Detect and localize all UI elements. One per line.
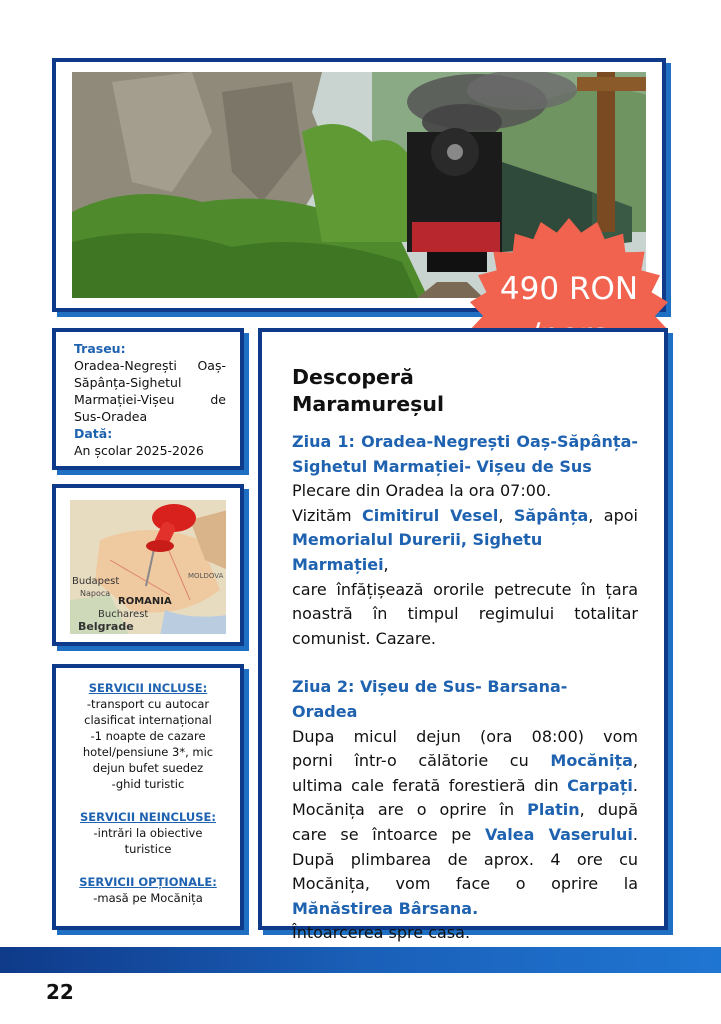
excluded-services-title: SERVICII NEINCLUSE: xyxy=(80,810,216,824)
optional-services-title: SERVICII OPȚIONALE: xyxy=(79,875,217,889)
day2-text-line: porni într-o călătorie cu Mocănița, xyxy=(292,751,638,771)
day2-return: Întoarcerea spre casa. xyxy=(292,923,471,943)
day1-text-line: noastră în timpul regimului totalitar xyxy=(292,604,638,624)
page-number: 22 xyxy=(46,980,74,1004)
price-amount: 490 RON xyxy=(499,271,639,307)
map-label-belgrade: Belgrade xyxy=(78,620,134,633)
day1-heading: Sighetul Marmației- Vișeu de Sus xyxy=(292,456,592,476)
day1-memorial-line: Memorialul Durerii, Sighetu Marmației, xyxy=(292,530,543,574)
map-label-budapest: Budapest xyxy=(72,576,120,587)
included-service-line: hotel/pensiune 3*, mic xyxy=(82,745,214,759)
day2-text-line: ultima cale ferată forestieră din Carpați. xyxy=(292,775,638,795)
highlight-cimitirul-vesel: Cimitirul Vesel xyxy=(361,505,499,525)
included-service-line: -ghid turistic xyxy=(111,777,185,791)
day2-text-line: Dupa micul dejun (ora 08:00) vom xyxy=(292,726,638,746)
included-service-line: dejun bufet suedez xyxy=(92,761,204,775)
traseu-line: Sus-Oradea xyxy=(74,409,148,424)
data-value: An școlar 2025-2026 xyxy=(74,443,204,458)
highlight-manastirea-barsana: Mănăstirea Bârsana. xyxy=(292,898,479,918)
map-label-moldova: MOLDOVA xyxy=(188,572,224,580)
included-service-line: -transport cu autocar xyxy=(86,697,210,711)
map-label-bucharest: Bucharest xyxy=(98,609,149,620)
title-line: Descoperă xyxy=(292,365,414,389)
day1-visit-line: Vizităm Cimitirul Vesel, Săpânța, apoi xyxy=(292,505,638,525)
traseu-line: Oradea-Negrești Oaș- xyxy=(74,358,226,373)
map-label-romania: ROMANIA xyxy=(118,596,172,607)
highlight-memorialul: Memorialul Durerii, Sighetu Marmației xyxy=(292,530,543,574)
data-label: Dată: xyxy=(74,426,113,441)
route-info-box xyxy=(52,328,244,470)
day2-heading: Ziua 2: Vișeu de Sus- Barsana- Oradea xyxy=(292,677,568,721)
romania-map-photo xyxy=(70,500,226,634)
day2-text-line: Mocănița are o oprire în Platin, după xyxy=(292,800,638,820)
highlight-carpati: Carpați xyxy=(567,775,633,795)
optional-service-line: -masă pe Mocănița xyxy=(93,891,203,905)
traseu-label: Traseu: xyxy=(74,341,126,356)
day1-heading: Ziua 1: Oradea-Negrești Oaș-Săpânța- xyxy=(292,432,638,451)
title-line: Maramureșul xyxy=(292,392,444,416)
traseu-line: Săpânța-Sighetul xyxy=(74,375,182,390)
map-illustration xyxy=(70,500,226,634)
highlight-platin: Platin xyxy=(527,800,580,820)
excluded-service-line: -intrări la obiective xyxy=(93,826,203,840)
day1-text-line: care înfățișează ororile petrecute în țara xyxy=(292,579,638,599)
itinerary-title xyxy=(292,364,638,418)
included-services-title: SERVICII INCLUSE: xyxy=(88,681,208,695)
highlight-sapanta: Săpânța xyxy=(513,505,589,525)
map-label-napoca: Napoca xyxy=(80,589,111,598)
day2-text-line: care se întoarce pe Valea Vaserului. xyxy=(292,824,639,844)
highlight-valea-vaserului: Valea Vaserului xyxy=(484,824,633,844)
traseu-line: Marmației-Vișeu de xyxy=(74,392,226,407)
day2-text-line: După plimbarea de aprox. 4 ore cu xyxy=(292,849,638,869)
itinerary-box xyxy=(258,328,668,943)
map-photo-frame xyxy=(52,484,244,646)
footer-band xyxy=(0,947,721,973)
highlight-mocanita: Mocănița xyxy=(550,751,633,771)
included-service-line: -1 noapte de cazare xyxy=(90,729,206,743)
excluded-service-line: turistice xyxy=(124,842,172,856)
day1-departure: Plecare din Oradea la ora 07:00. xyxy=(292,481,552,501)
included-service-line: clasificat internațional xyxy=(84,713,212,727)
day1-text-line: comunist. Cazare. xyxy=(292,628,437,648)
day2-text-line: Mocănița, vom face o oprire la xyxy=(292,874,638,894)
services-box xyxy=(52,664,244,930)
